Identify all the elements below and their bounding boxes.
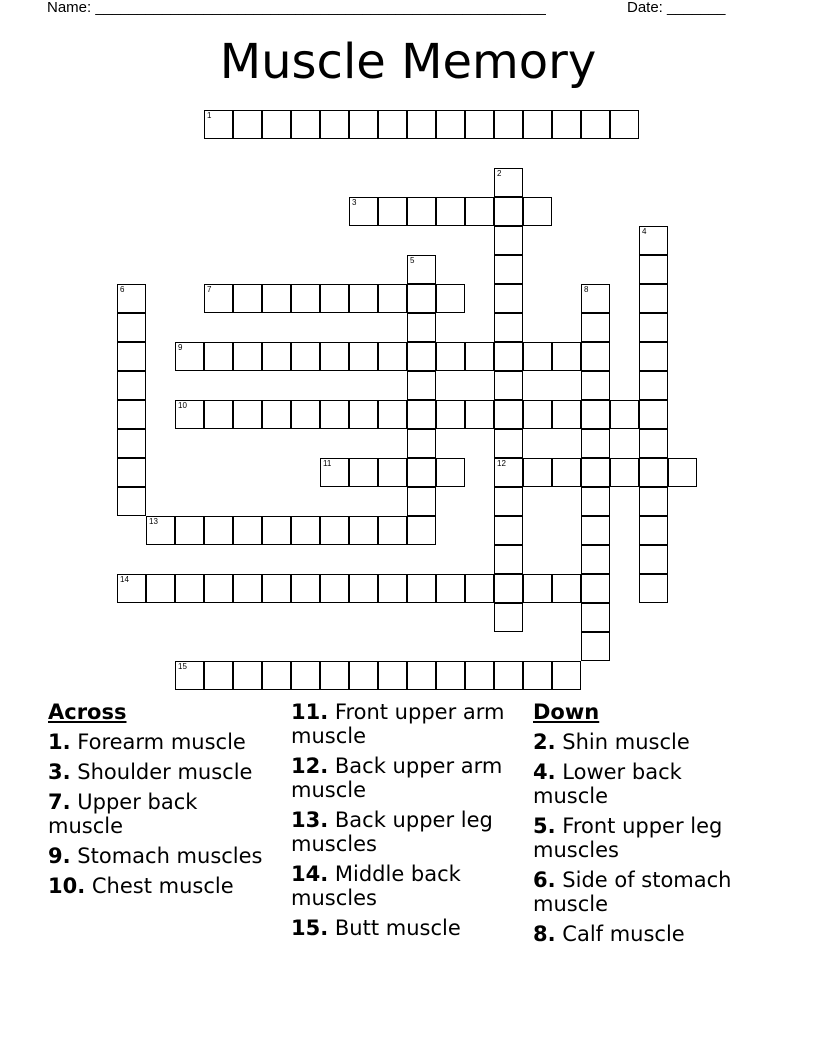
grid-cell[interactable] (349, 458, 378, 487)
grid-cell[interactable] (668, 458, 697, 487)
grid-cell[interactable] (320, 110, 349, 139)
grid-cell[interactable] (291, 516, 320, 545)
grid-cell[interactable] (349, 516, 378, 545)
grid-cell[interactable] (581, 603, 610, 632)
grid-cell[interactable] (639, 516, 668, 545)
grid-cell[interactable] (523, 342, 552, 371)
grid-cell[interactable] (465, 110, 494, 139)
clue-across-12: 12. Back upper arm muscle (291, 754, 503, 802)
grid-cell[interactable] (175, 342, 204, 371)
grid-cell[interactable] (465, 342, 494, 371)
cell-number: 1 (207, 111, 212, 120)
grid-cell[interactable] (552, 400, 581, 429)
grid-cell[interactable] (320, 458, 349, 487)
grid-cell[interactable] (407, 487, 436, 516)
date-field[interactable]: Date: _______ (627, 0, 726, 16)
grid-cell[interactable] (581, 632, 610, 661)
grid-cell[interactable] (639, 284, 668, 313)
name-field[interactable]: Name: ______________________________________________________ (47, 0, 546, 16)
clues-column-1 (48, 700, 273, 904)
grid-cell[interactable] (320, 284, 349, 313)
grid-cell[interactable] (146, 574, 175, 603)
grid-cell[interactable] (494, 661, 523, 690)
grid-cell[interactable] (436, 284, 465, 313)
grid-cell[interactable] (262, 516, 291, 545)
clue-down-5: 5. Front upper leg muscles (533, 814, 723, 862)
grid-cell[interactable] (436, 342, 465, 371)
grid-cell[interactable] (494, 313, 523, 342)
cell-number: 11 (323, 459, 332, 468)
grid-cell[interactable] (639, 458, 668, 487)
grid-cell[interactable] (581, 545, 610, 574)
grid-cell[interactable] (262, 661, 291, 690)
across-heading: Across (48, 700, 127, 724)
grid-cell[interactable] (436, 400, 465, 429)
grid-cell[interactable] (407, 110, 436, 139)
grid-cell[interactable] (378, 110, 407, 139)
grid-cell[interactable] (581, 371, 610, 400)
grid-cell[interactable] (175, 661, 204, 690)
grid-cell[interactable] (378, 342, 407, 371)
grid-cell[interactable] (117, 429, 146, 458)
grid-cell[interactable] (465, 400, 494, 429)
grid-cell[interactable] (378, 574, 407, 603)
grid-cell[interactable] (204, 574, 233, 603)
grid-cell[interactable] (465, 661, 494, 690)
grid-cell[interactable] (581, 342, 610, 371)
grid-cell[interactable] (204, 284, 233, 313)
grid-cell[interactable] (494, 371, 523, 400)
grid-cell[interactable] (494, 516, 523, 545)
grid-cell[interactable] (320, 574, 349, 603)
grid-cell[interactable] (494, 226, 523, 255)
cell-number: 15 (178, 662, 187, 671)
grid-cell[interactable] (610, 110, 639, 139)
grid-cell[interactable] (523, 197, 552, 226)
clue-across-11: 11. Front upper arm muscle (291, 700, 505, 748)
grid-cell[interactable] (581, 284, 610, 313)
grid-cell[interactable] (349, 197, 378, 226)
grid-cell[interactable] (378, 284, 407, 313)
grid-cell[interactable] (291, 574, 320, 603)
cell-number: 12 (497, 459, 506, 468)
grid-cell[interactable] (117, 458, 146, 487)
grid-cell[interactable] (552, 458, 581, 487)
cell-number: 9 (178, 343, 183, 352)
grid-cell[interactable] (320, 400, 349, 429)
grid-cell[interactable] (552, 574, 581, 603)
cell-number: 13 (149, 517, 158, 526)
clue-down-2: 2. Shin muscle (533, 730, 690, 754)
grid-cell[interactable] (349, 400, 378, 429)
cell-number: 8 (584, 285, 589, 294)
grid-cell[interactable] (233, 342, 262, 371)
grid-cell[interactable] (465, 197, 494, 226)
grid-cell[interactable] (436, 661, 465, 690)
grid-cell[interactable] (552, 342, 581, 371)
grid-cell[interactable] (233, 516, 262, 545)
clues-column-2 (291, 700, 521, 946)
grid-cell[interactable] (233, 284, 262, 313)
grid-cell[interactable] (262, 400, 291, 429)
grid-cell[interactable] (407, 429, 436, 458)
grid-cell[interactable] (233, 661, 262, 690)
clue-down-4: 4. Lower back muscle (533, 760, 682, 808)
grid-cell[interactable] (291, 284, 320, 313)
grid-cell[interactable] (117, 487, 146, 516)
grid-cell[interactable] (610, 400, 639, 429)
grid-cell[interactable] (262, 574, 291, 603)
clue-across-9: 9. Stomach muscles (48, 844, 263, 868)
page-title: Muscle Memory (219, 34, 597, 90)
grid-cell[interactable] (407, 400, 436, 429)
grid-cell[interactable] (117, 574, 146, 603)
grid-cell[interactable] (552, 110, 581, 139)
cell-number: 6 (120, 285, 125, 294)
grid-cell[interactable] (320, 516, 349, 545)
cell-number: 10 (178, 401, 187, 410)
grid-cell[interactable] (494, 197, 523, 226)
grid-cell[interactable] (117, 400, 146, 429)
grid-cell[interactable] (407, 574, 436, 603)
grid-cell[interactable] (494, 168, 523, 197)
grid-cell[interactable] (233, 110, 262, 139)
grid-cell[interactable] (436, 197, 465, 226)
clue-down-6: 6. Side of stomach muscle (533, 868, 732, 916)
grid-cell[interactable] (204, 661, 233, 690)
grid-cell[interactable] (639, 255, 668, 284)
grid-cell[interactable] (407, 255, 436, 284)
grid-cell[interactable] (523, 110, 552, 139)
grid-cell[interactable] (349, 661, 378, 690)
clue-across-10: 10. Chest muscle (48, 874, 234, 898)
grid-cell[interactable] (465, 574, 494, 603)
grid-cell[interactable] (581, 458, 610, 487)
grid-cell[interactable] (639, 313, 668, 342)
grid-cell[interactable] (407, 197, 436, 226)
grid-cell[interactable] (523, 458, 552, 487)
grid-cell[interactable] (581, 110, 610, 139)
grid-cell[interactable] (494, 574, 523, 603)
grid-cell[interactable] (523, 574, 552, 603)
clue-across-14: 14. Middle back muscles (291, 862, 461, 910)
grid-cell[interactable] (175, 400, 204, 429)
grid-cell[interactable] (233, 400, 262, 429)
grid-cell[interactable] (407, 284, 436, 313)
grid-cell[interactable] (639, 342, 668, 371)
grid-cell[interactable] (407, 313, 436, 342)
grid-cell[interactable] (494, 603, 523, 632)
grid-cell[interactable] (378, 516, 407, 545)
grid-cell[interactable] (204, 342, 233, 371)
grid-cell[interactable] (146, 516, 175, 545)
grid-cell[interactable] (639, 545, 668, 574)
grid-cell[interactable] (581, 487, 610, 516)
grid-cell[interactable] (581, 429, 610, 458)
grid-cell[interactable] (494, 342, 523, 371)
grid-cell[interactable] (349, 284, 378, 313)
grid-cell[interactable] (204, 110, 233, 139)
cell-number: 3 (352, 198, 357, 207)
grid-cell[interactable] (552, 661, 581, 690)
grid-cell[interactable] (639, 574, 668, 603)
cell-number: 7 (207, 285, 212, 294)
grid-cell[interactable] (378, 400, 407, 429)
grid-cell[interactable] (494, 545, 523, 574)
grid-cell[interactable] (349, 110, 378, 139)
grid-cell[interactable] (349, 342, 378, 371)
grid-cell[interactable] (117, 284, 146, 313)
grid-cell[interactable] (639, 429, 668, 458)
grid-cell[interactable] (407, 371, 436, 400)
grid-cell[interactable] (581, 574, 610, 603)
grid-cell[interactable] (407, 342, 436, 371)
grid-cell[interactable] (291, 342, 320, 371)
grid-cell[interactable] (494, 255, 523, 284)
grid-cell[interactable] (523, 400, 552, 429)
grid-cell[interactable] (610, 458, 639, 487)
grid-cell[interactable] (494, 458, 523, 487)
cell-number: 4 (642, 227, 647, 236)
grid-cell[interactable] (262, 284, 291, 313)
grid-cell[interactable] (407, 458, 436, 487)
grid-cell[interactable] (494, 284, 523, 313)
grid-cell[interactable] (639, 487, 668, 516)
grid-cell[interactable] (407, 516, 436, 545)
grid-cell[interactable] (175, 574, 204, 603)
grid-cell[interactable] (436, 574, 465, 603)
grid-cell[interactable] (378, 458, 407, 487)
grid-cell[interactable] (581, 313, 610, 342)
grid-cell[interactable] (175, 516, 204, 545)
grid-cell[interactable] (204, 516, 233, 545)
clue-down-8: 8. Calf muscle (533, 922, 685, 946)
grid-cell[interactable] (320, 661, 349, 690)
grid-cell[interactable] (320, 342, 349, 371)
grid-cell[interactable] (581, 516, 610, 545)
clue-across-3: 3. Shoulder muscle (48, 760, 253, 784)
grid-cell[interactable] (291, 400, 320, 429)
clue-across-15: 15. Butt muscle (291, 916, 461, 940)
grid-cell[interactable] (349, 574, 378, 603)
grid-cell[interactable] (378, 197, 407, 226)
clue-across-13: 13. Back upper leg muscles (291, 808, 493, 856)
cell-number: 2 (497, 169, 502, 178)
grid-cell[interactable] (581, 400, 610, 429)
grid-cell[interactable] (494, 429, 523, 458)
down-heading: Down (533, 700, 600, 724)
grid-cell[interactable] (291, 661, 320, 690)
grid-cell[interactable] (204, 400, 233, 429)
grid-cell[interactable] (117, 313, 146, 342)
grid-cell[interactable] (378, 661, 407, 690)
grid-cell[interactable] (639, 371, 668, 400)
clue-across-1: 1. Forearm muscle (48, 730, 246, 754)
grid-cell[interactable] (117, 371, 146, 400)
grid-cell[interactable] (291, 110, 320, 139)
grid-cell[interactable] (436, 458, 465, 487)
grid-cell[interactable] (262, 110, 291, 139)
grid-cell[interactable] (233, 574, 262, 603)
grid-cell[interactable] (639, 226, 668, 255)
cell-number: 5 (410, 256, 415, 265)
grid-cell[interactable] (436, 110, 465, 139)
cell-number: 14 (120, 575, 129, 584)
grid-cell[interactable] (407, 661, 436, 690)
grid-cell[interactable] (523, 661, 552, 690)
grid-cell[interactable] (117, 342, 146, 371)
grid-cell[interactable] (494, 110, 523, 139)
clues-column-3 (533, 700, 763, 952)
grid-cell[interactable] (262, 342, 291, 371)
clue-across-7: 7. Upper back muscle (48, 790, 198, 838)
grid-cell[interactable] (494, 400, 523, 429)
grid-cell[interactable] (639, 400, 668, 429)
grid-cell[interactable] (494, 487, 523, 516)
